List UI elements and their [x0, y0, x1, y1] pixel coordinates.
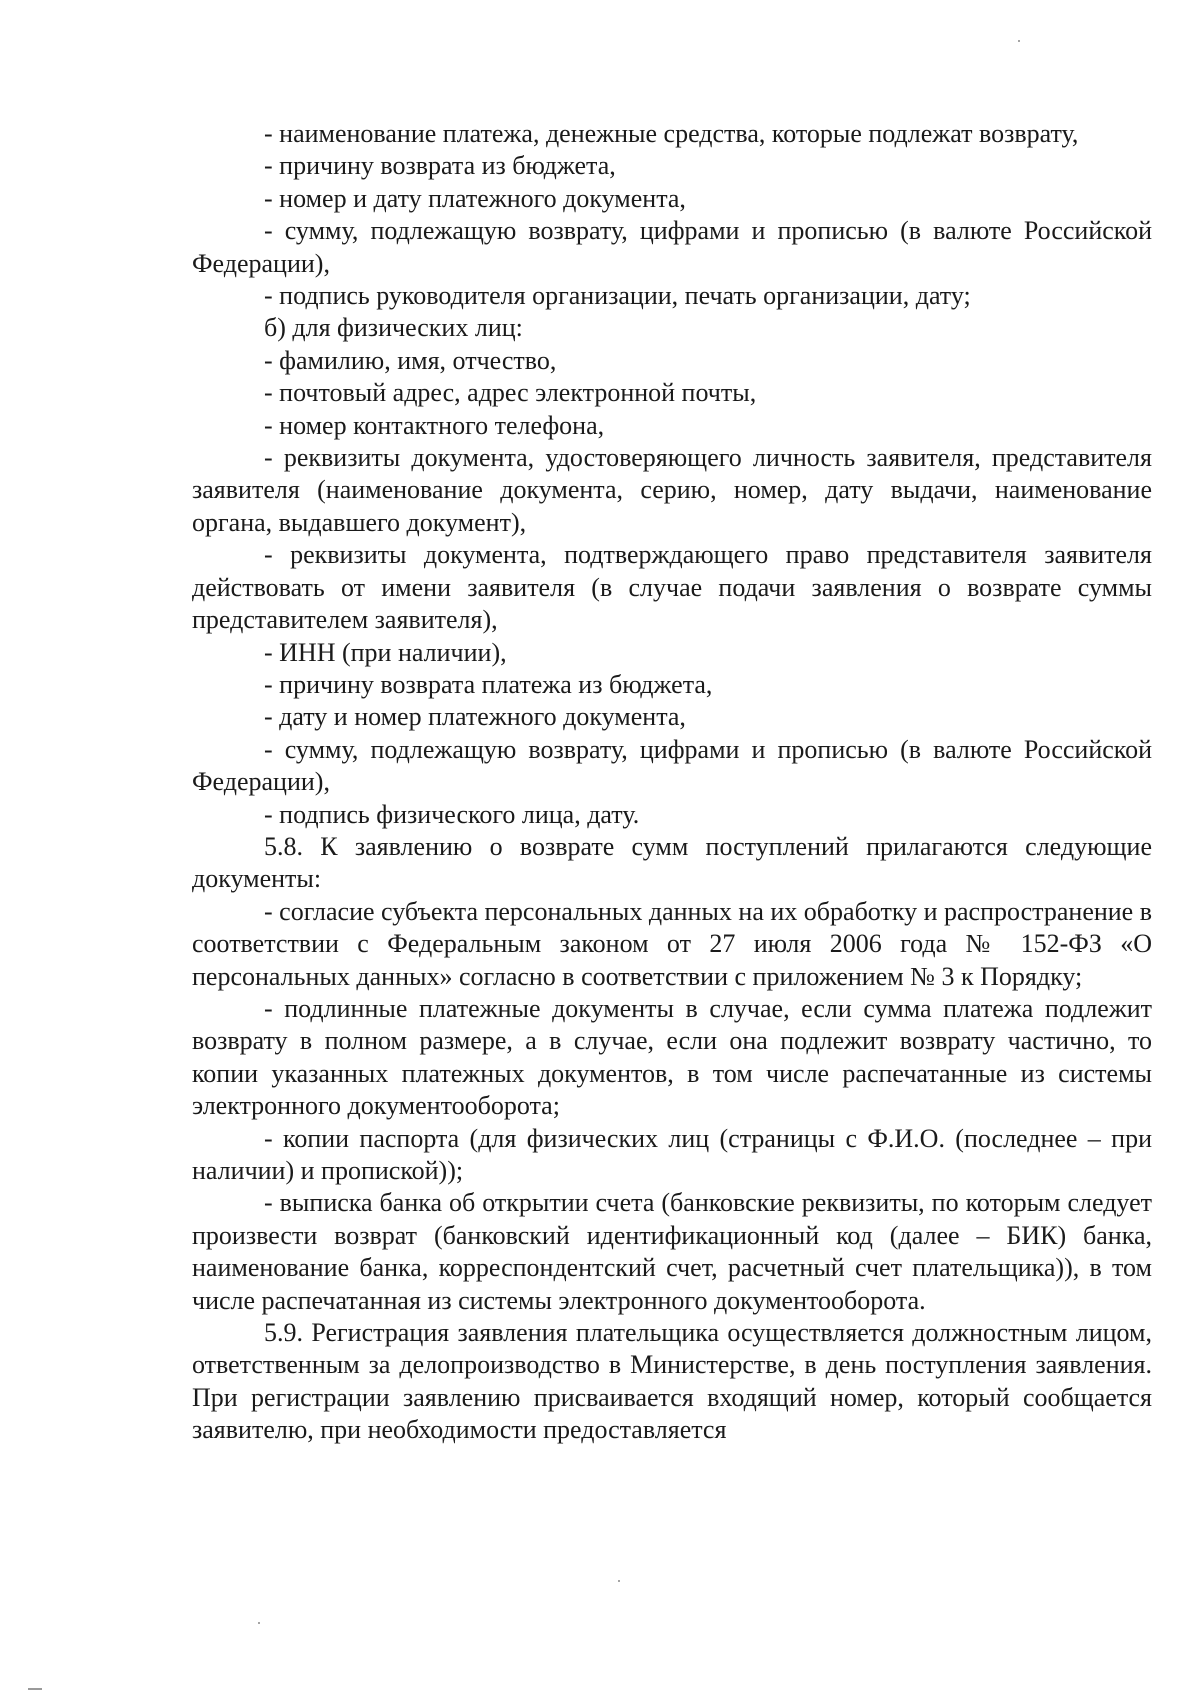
- paragraph-payment-name: - наименование платежа, денежные средства, которые подлежат возврату,: [264, 119, 1079, 148]
- scan-speck: [1018, 40, 1020, 42]
- paragraph-full-name: - фамилию, имя, отчество,: [264, 345, 557, 375]
- paragraph-refund-amount: - сумму, подлежащую возврату, цифрами и прописью (в валюте Российской Федерации),: [192, 216, 1152, 278]
- paragraph-section-5-9: 5.9. Регистрация заявления плательщика осуществляется должностным лицом, ответственным за делопроизводство в Министерстве, в день поступления заявления. При регистрации заявлению присваивается входящий номер, который сообщается заявителю, при необходимости предоставляется: [192, 1318, 1152, 1445]
- paragraph-org-signature: - подпись руководителя организации, печать организации, дату;: [264, 281, 971, 311]
- paragraph-inn: - ИНН (при наличии),: [264, 637, 507, 667]
- paragraph-identity-document: - реквизиты документа, удостоверяющего личность заявителя, представителя заявителя (наименование документа, серию, номер, дату выдачи, наименование органа, выдавшего документ),: [192, 443, 1152, 537]
- paragraph-refund-reason: - причину возврата из бюджета,: [264, 151, 616, 181]
- paragraph-section-5-8: 5.8. К заявлению о возврате сумм поступлений прилагаются следующие документы:: [192, 831, 1152, 894]
- paragraph-passport-copies: - копии паспорта (для физических лиц (страницы с Ф.И.О. (последнее – при наличии) и пропиской));: [192, 1123, 1152, 1185]
- paragraph-bank-statement: - выписка банка об открытии счета (банковские реквизиты, по которым следует произвести возврат (банковский идентификационный код (далее – БИК) банка, наименование банка, корреспондентский счет, расчетный счет плательщика)), в том числе распечатанная из системы электронного документооборота.: [192, 1188, 1152, 1315]
- paragraph-postal-address: - почтовый адрес, адрес электронной почты,: [264, 378, 757, 408]
- paragraph-individual-signature: - подпись физического лица, дату.: [264, 799, 640, 829]
- paragraph-payment-doc-number: - номер и дату платежного документа,: [264, 183, 686, 213]
- paragraph-personal-data-consent: - согласие субъекта персональных данных на их обработку и распространение в соответствии с Федеральным законом от 27 июля 2006 года № 152-ФЗ «О персональных данных» согласно в соответствии с приложением № 3 к Порядку;: [192, 896, 1152, 991]
- scan-speck: [618, 1580, 620, 1582]
- paragraph-payment-refund-reason: - причину возврата платежа из бюджета,: [264, 669, 713, 699]
- scan-speck: [258, 1622, 260, 1624]
- paragraph-representative-authority: - реквизиты документа, подтверждающего право представителя заявителя действовать от имени заявителя (в случае подачи заявления о возврате суммы представителем заявителя),: [192, 540, 1152, 635]
- paragraph-refund-amount-individual: - сумму, подлежащую возврату, цифрами и прописью (в валюте Российской Федерации),: [192, 734, 1152, 797]
- paragraph-original-payment-docs: - подлинные платежные документы в случае, если сумма платежа подлежит возврату в полном размере, а в случае, если она подлежит возврату частично, то копии указанных платежных документов, в том числе распечатанные из системы электронного документооборота;: [192, 993, 1152, 1121]
- paragraph-individuals-heading: б) для физических лиц:: [264, 313, 523, 343]
- document-body: [192, 118, 1152, 1447]
- paragraph-phone-number: - номер контактного телефона,: [264, 410, 605, 440]
- scan-margin-mark: [28, 1688, 42, 1690]
- paragraph-payment-doc-date: - дату и номер платежного документа,: [264, 702, 686, 732]
